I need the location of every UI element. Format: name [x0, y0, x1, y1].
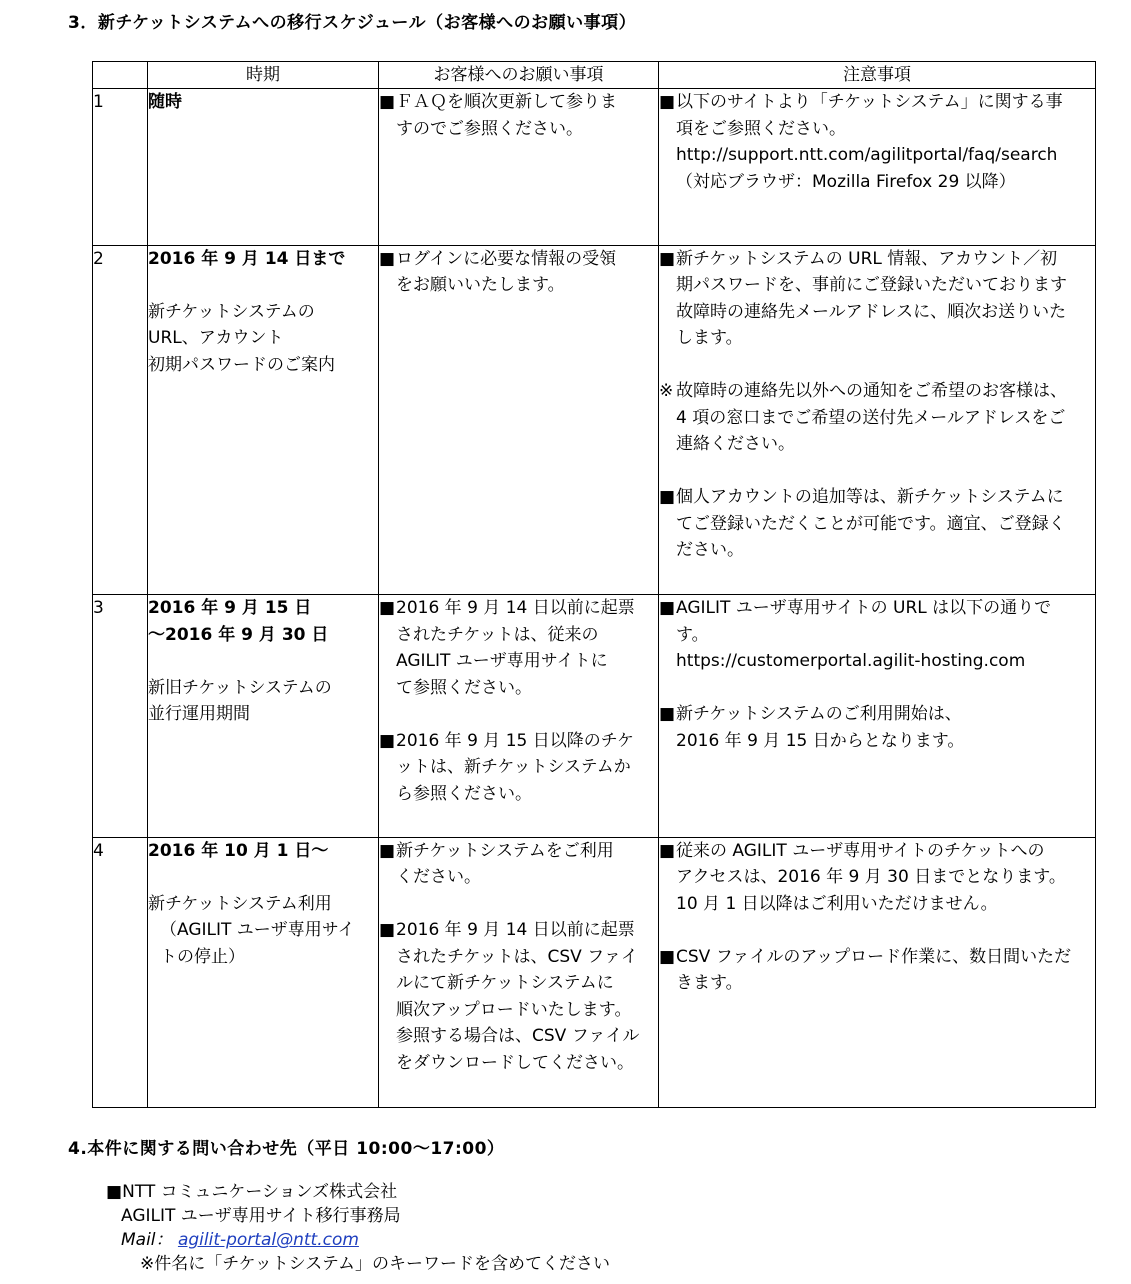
- period-date: ～2016 年 9 月 30 日: [148, 624, 329, 645]
- note-line: ■ 以下のサイトより「チケットシステム」に関する事: [676, 92, 1063, 112]
- note-reference: [659, 378, 1095, 458]
- period-date: 2016 年 9 月 15 日: [148, 598, 312, 619]
- request-line: ■ 新チケットシステムをご利用: [396, 840, 614, 861]
- notes-cell: [659, 837, 1096, 1107]
- period-date: 2016 年 9 月 14 日まで: [148, 248, 346, 269]
- period-description: URL、アカウント: [148, 328, 284, 349]
- period-description: 新旧チケットシステムの: [148, 677, 332, 698]
- row-number: 4: [93, 837, 148, 1107]
- requests-cell: [379, 595, 659, 837]
- note-line: ■ 新チケットシステムのご利用開始は、: [676, 704, 962, 725]
- note-item: [659, 89, 1095, 195]
- note-line: ■ AGILIT ユーザ専用サイトの URL は以下の通りで: [676, 598, 1052, 619]
- period-date: 2016 年 10 月 1 日～: [148, 840, 329, 861]
- period-cell: [148, 837, 379, 1107]
- note-line: 4 項の窓口までご希望の送付先メールアドレスをご: [676, 407, 1066, 428]
- period-description: 初期パスワードのご案内: [148, 354, 335, 375]
- note-line: アクセスは、2016 年 9 月 30 日までとなります。: [676, 867, 1066, 888]
- request-item: [379, 246, 658, 299]
- period-description: トの停止）: [160, 946, 245, 967]
- request-line: されたチケットは、CSV ファイ: [396, 946, 638, 967]
- request-item: [379, 728, 658, 808]
- period-description: 並行運用期間: [148, 704, 250, 725]
- table-row: [93, 89, 1096, 246]
- period-description: 新チケットシステムの: [148, 301, 315, 322]
- period-description: 新チケットシステム利用: [148, 893, 332, 914]
- request-line: ■ 2016 年 9 月 15 日以降のチケ: [396, 730, 635, 751]
- request-line: ■ ＦＡＱを順次更新して参りま: [396, 92, 617, 112]
- section-4-title: 4.本件に関する問い合わせ先（平日 10:00～17:00）: [68, 1139, 505, 1159]
- table-row: [93, 837, 1096, 1107]
- period-cell: [148, 595, 379, 837]
- request-line: ■ 2016 年 9 月 14 日以前に起票: [396, 920, 635, 941]
- request-line: ■ ログインに必要な情報の受領: [396, 248, 617, 269]
- note-item: [659, 838, 1095, 918]
- notes-cell: [659, 595, 1096, 837]
- header-number: [93, 62, 148, 89]
- table-header-row: [93, 62, 1096, 89]
- notes-cell: [659, 245, 1096, 595]
- request-line: をダウンロードしてください。: [396, 1052, 634, 1073]
- request-line: ットは、新チケットシステムか: [396, 757, 631, 778]
- note-line: きます。: [676, 973, 743, 994]
- note-line: 2016 年 9 月 15 日からとなります。: [676, 730, 965, 751]
- requests-cell: [379, 837, 659, 1107]
- request-line: 順次アップロードいたします。: [396, 999, 632, 1020]
- note-line: 期パスワードを、事前にご登録いただいております: [676, 275, 1067, 296]
- row-number: 2: [93, 245, 148, 595]
- row-number: 3: [93, 595, 148, 837]
- notes-cell: [659, 89, 1096, 246]
- note-line: ■ 従来の AGILIT ユーザ専用サイトのチケットへの: [676, 840, 1045, 861]
- row-number: 1: [93, 89, 148, 246]
- note-line: ■ CSV ファイルのアップロード作業に、数日間いただ: [676, 946, 1072, 967]
- request-line: 参照する場合は、CSV ファイル: [396, 1026, 640, 1047]
- note-line: 故障時の連絡先メールアドレスに、順次お送りいた: [676, 301, 1067, 322]
- note-line: します。: [676, 328, 743, 349]
- note-line: ■ 個人アカウントの追加等は、新チケットシステムに: [676, 487, 1064, 508]
- contact-info: [106, 1180, 610, 1276]
- period-cell: [148, 89, 379, 246]
- requests-cell: [379, 89, 659, 246]
- request-line: ら参照ください。: [396, 783, 532, 804]
- request-line: すのでご参照ください。: [396, 118, 583, 139]
- request-item: [379, 89, 658, 142]
- request-item: [379, 595, 658, 701]
- note-line: てご登録いただくことが可能です。適宜、ご登録く: [676, 513, 1066, 534]
- request-item: [379, 917, 658, 1076]
- note-item: [659, 944, 1095, 997]
- schedule-table: [92, 61, 1096, 1108]
- header-period: 時期: [148, 62, 379, 89]
- note-line: 連絡ください。: [676, 434, 795, 455]
- note-item: [659, 701, 1095, 754]
- header-requests: お客様へのお願い事項: [379, 62, 659, 89]
- request-line: されたチケットは、従来の: [396, 624, 599, 645]
- company-name: NTT コミュニケーションズ株式会社: [122, 1182, 398, 1202]
- bullet-icon: ■: [106, 1182, 123, 1202]
- request-line: AGILIT ユーザ専用サイトに: [396, 651, 608, 672]
- note-mark-icon: ※: [140, 1254, 155, 1274]
- note-line: 10 月 1 日以降はご利用いただけません。: [676, 893, 998, 914]
- office-name: AGILIT ユーザ専用サイト移行事務局: [121, 1206, 401, 1226]
- mail-subject-note: 件名に「チケットシステム」のキーワードを含めてください: [154, 1254, 611, 1274]
- note-item: [659, 246, 1095, 352]
- section-3-title: 3．新チケットシステムへの移行スケジュール（お客様へのお願い事項）: [68, 13, 637, 33]
- table-row: [93, 245, 1096, 595]
- request-line: て参照ください。: [396, 677, 532, 698]
- mail-link[interactable]: agilit-portal@ntt.com: [177, 1230, 359, 1250]
- note-line: 項をご参照ください。: [676, 118, 846, 139]
- request-item: [379, 838, 658, 891]
- requests-cell: [379, 245, 659, 595]
- request-line: ■ 2016 年 9 月 14 日以前に起票: [396, 598, 635, 619]
- note-line: http://support.ntt.com/agilitportal/faq/search: [676, 145, 1058, 165]
- note-line: ださい。: [676, 540, 744, 561]
- request-line: ルにて新チケットシステムに: [396, 973, 614, 994]
- mail-label: Mail：: [121, 1230, 173, 1250]
- note-item: [659, 595, 1095, 675]
- period-description: （AGILIT ユーザ専用サイ: [160, 920, 355, 941]
- note-line: （対応ブラウザ：Mozilla Firefox 29 以降）: [676, 171, 1016, 192]
- note-line: す。: [676, 624, 709, 645]
- table-row: [93, 595, 1096, 837]
- note-line: ■ 新チケットシステムの URL 情報、アカウント／初: [676, 248, 1058, 269]
- header-notes: 注意事項: [659, 62, 1096, 89]
- note-line: ※ 故障時の連絡先以外への通知をご希望のお客様は、: [676, 381, 1067, 402]
- request-line: をお願いいたします。: [396, 275, 565, 296]
- note-item: [659, 484, 1095, 564]
- request-line: ください。: [396, 867, 481, 888]
- period-cell: [148, 245, 379, 595]
- note-line: https://customerportal.agilit-hosting.com: [676, 651, 1026, 672]
- period-date: 随時: [148, 92, 182, 112]
